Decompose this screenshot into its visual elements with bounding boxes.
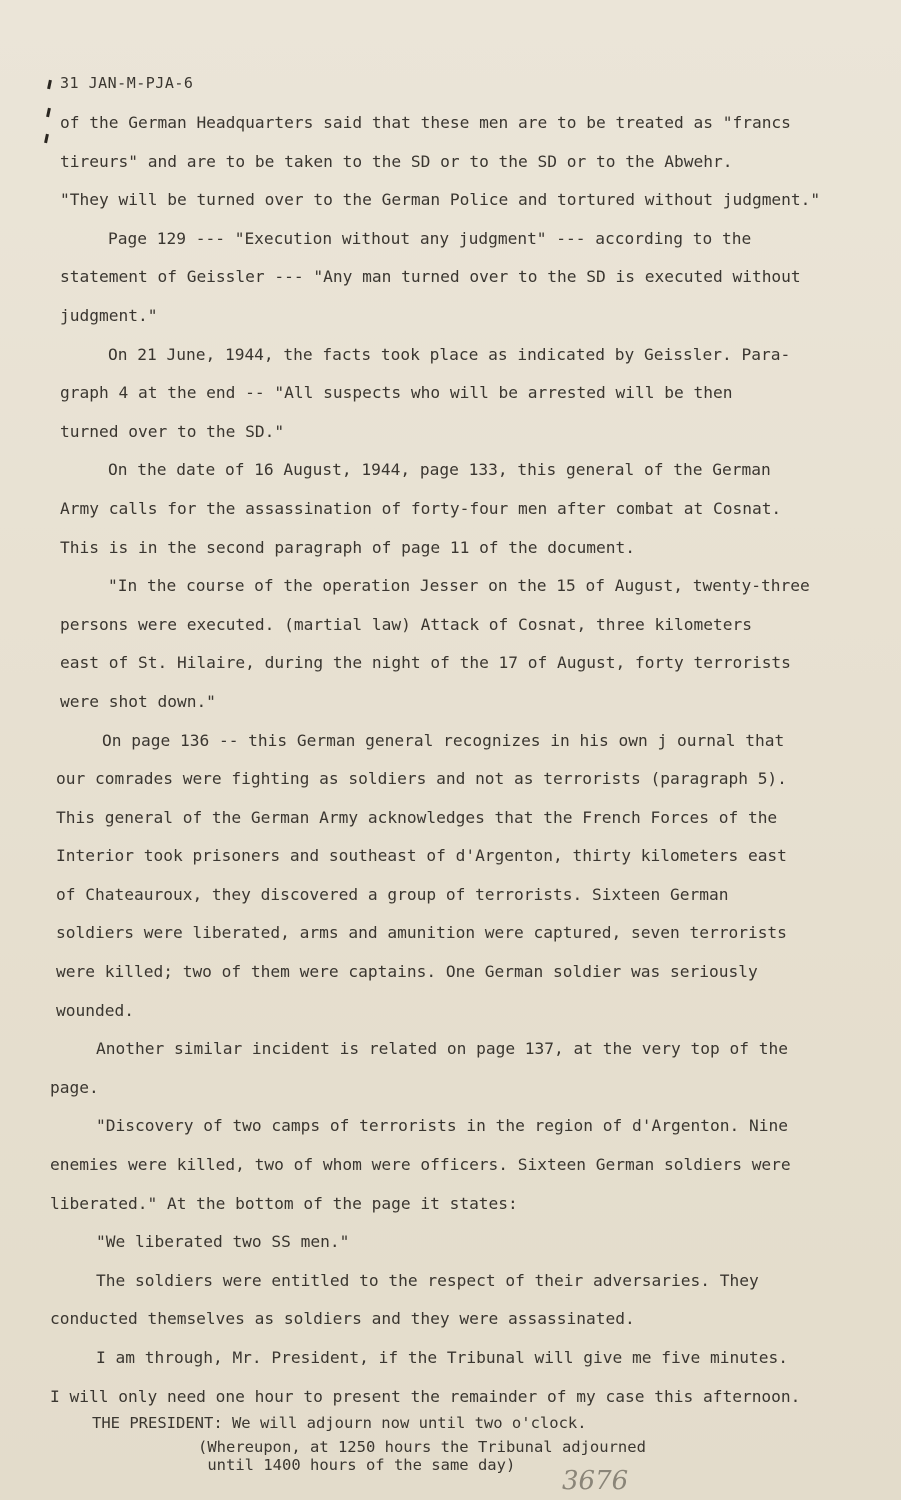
document-line: persons were executed. (martial law) Attack of Cosnat, three kilometers xyxy=(60,614,752,634)
document-line: graph 4 at the end -- "All suspects who will be arrested will be then xyxy=(60,383,733,403)
page-number: 3676 xyxy=(562,1466,629,1496)
president-line: THE PRESIDENT: We will adjourn now until two o'clock. xyxy=(92,1414,587,1432)
document-line: turned over to the SD." xyxy=(60,421,285,441)
document-line: tireurs" and are to be taken to the SD or to the SD or to the Abwehr. xyxy=(60,151,733,171)
document-line: enemies were killed, two of whom were officers. Sixteen German soldiers were xyxy=(50,1155,791,1175)
document-line: our comrades were fighting as soldiers and not as terrorists (paragraph 5). xyxy=(56,769,787,789)
document-line: Army calls for the assassination of forty-four men after combat at Cosnat. xyxy=(60,498,782,518)
document-line: east of St. Hilaire, during the night of the 17 of August, forty terrorists xyxy=(60,653,791,673)
document-line: of the German Headquarters said that these men are to be treated as "francs xyxy=(60,113,791,132)
document-line: judgment." xyxy=(60,305,158,325)
ink-mark xyxy=(47,80,52,89)
document-line: "We liberated two SS men." xyxy=(96,1232,350,1252)
document-line: conducted themselves as soldiers and they were assassinated. xyxy=(50,1309,635,1329)
document-line: "They will be turned over to the German Police and tortured without judgment." xyxy=(60,190,821,210)
document-line: soldiers were liberated, arms and amunition were captured, seven terrorists xyxy=(56,923,787,943)
document-line: wounded. xyxy=(56,1000,134,1020)
document-line: of Chateauroux, they discovered a group of terrorists. Sixteen German xyxy=(56,884,729,904)
document-line: On 21 June, 1944, the facts took place as indicated by Geissler. Para- xyxy=(108,344,791,364)
document-line: Interior took prisoners and southeast of d'Argenton, thirty kilometers east xyxy=(56,846,787,866)
adjournment-line-1: (Whereupon, at 1250 hours the Tribunal adjourned xyxy=(198,1438,646,1456)
document-line: liberated." At the bottom of the page it states: xyxy=(50,1193,518,1213)
document-line: page. xyxy=(50,1077,99,1097)
document-line: statement of Geissler --- "Any man turned over to the SD is executed without xyxy=(60,267,801,287)
adjournment-line-2: until 1400 hours of the same day) xyxy=(198,1456,516,1474)
document-line: Another similar incident is related on page 137, at the very top of the xyxy=(96,1039,788,1059)
document-line: The soldiers were entitled to the respect of their adversaries. They xyxy=(96,1270,759,1290)
document-line: This general of the German Army acknowledges that the French Forces of the xyxy=(56,807,778,827)
document-line: I am through, Mr. President, if the Tribunal will give me five minutes. xyxy=(96,1348,788,1367)
document-line: Page 129 --- "Execution without any judgment" --- according to the xyxy=(108,228,752,248)
document-line: "In the course of the operation Jesser on the 15 of August, twenty-three xyxy=(108,576,810,596)
document-line: On page 136 -- this German general recognizes in his own j ournal that xyxy=(102,730,785,750)
document-line: I will only need one hour to present the remainder of my case this afternoon. xyxy=(50,1386,801,1406)
document-header: 31 JAN-M-PJA-6 xyxy=(60,74,194,92)
document-line: were shot down." xyxy=(60,691,216,711)
document-body xyxy=(46,104,836,1416)
document-line: On the date of 16 August, 1944, page 133, this general of the German xyxy=(108,460,771,480)
document-line: were killed; two of them were captains. One German soldier was seriously xyxy=(56,962,758,982)
document-line: "Discovery of two camps of terrorists in the region of d'Argenton. Nine xyxy=(96,1116,788,1136)
document-line: This is in the second paragraph of page 11 of the document. xyxy=(60,537,635,557)
